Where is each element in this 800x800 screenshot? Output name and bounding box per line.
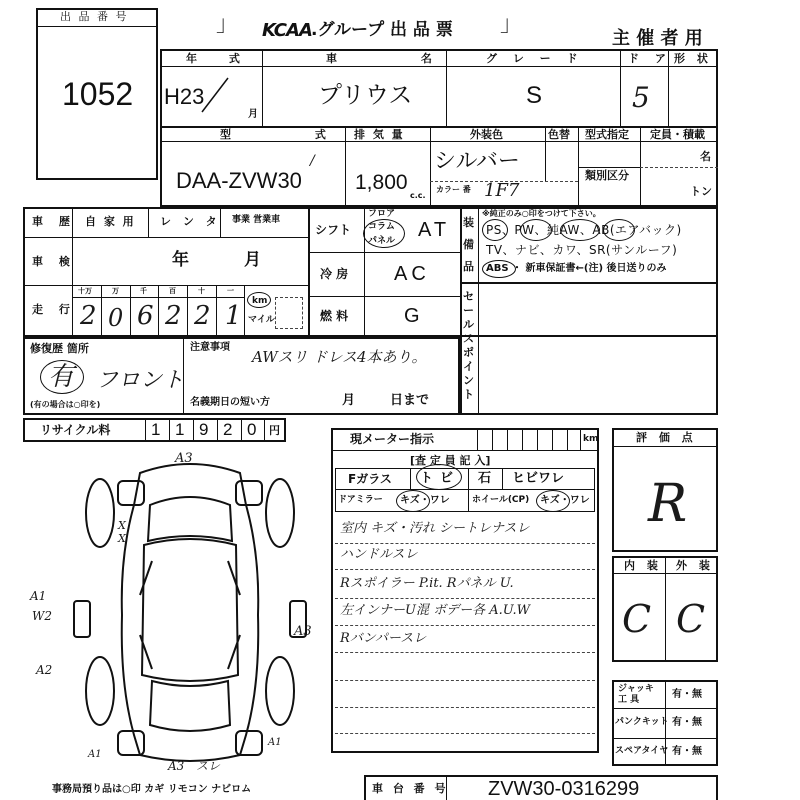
exterior-grade: C (676, 597, 706, 641)
puncture-presence: 有・無 (672, 717, 702, 728)
repair-location: フロント (96, 368, 185, 393)
diagram-mark-x2: X (118, 532, 126, 545)
mileage-unit-10: 十 (198, 287, 205, 295)
private-use-label: 自 家 用 (85, 215, 136, 228)
displacement-value: 1,800 (355, 171, 408, 194)
jack-presence: 有・無 (672, 689, 702, 700)
mirror-options: キズ・ワレ (400, 495, 450, 506)
equipment-line-2: TV、ナビ、カワ、SR(サンルーフ) (486, 243, 678, 257)
mileage-unit-1k: 千 (140, 287, 147, 295)
mileage-digit-5: 2 (194, 301, 211, 331)
model-code: DAA-ZVW30 (176, 168, 302, 193)
ab-circle-mark (603, 219, 635, 241)
brand-logo: KCAA (262, 20, 312, 41)
interior-label: 内 装 (624, 559, 662, 572)
equipment-note: ※純正のみ○印をつけて下さい。 (482, 209, 601, 218)
mileage-digit-1: 2 (80, 301, 97, 331)
diagram-mark-x1: X (118, 519, 126, 532)
sales-point-label: セ ー ル ス ポ イ ン ト (463, 290, 474, 401)
vehicle-name: プリウス (318, 82, 413, 109)
glass-circle-mark (416, 464, 462, 490)
mileage-digit-6: 1 (225, 301, 242, 331)
repair-history-value: 有 (48, 362, 75, 392)
repair-hint: (有の場合は○印を) (30, 400, 101, 409)
year-slash (196, 76, 236, 116)
glass-label: Fガラス (348, 472, 392, 486)
diagram-mark-left-a2: A2 (36, 663, 53, 677)
jack-label: ジャッキ 工 具 (618, 684, 654, 705)
diagram-mark-right-a3: A3 (294, 624, 312, 639)
remark-line-1: 室内 キズ・汚れ シートレナスレ (340, 521, 530, 536)
glass-option-3: 石 (478, 471, 492, 486)
business-label: 事業 営業車 (232, 215, 281, 225)
diagram-mark-front: A3 (175, 451, 193, 466)
meter-label: 現メーター指示 (350, 432, 435, 446)
meter-unit: km (583, 434, 599, 444)
persons-unit: 名 (700, 150, 711, 163)
rental-label: レ ン タ (160, 215, 221, 228)
color-change-label: 色替 (548, 128, 570, 141)
remark-line-3: Rスポイラー P.it. Rパネル U. (340, 576, 514, 591)
car-diagram (60, 445, 320, 775)
equipment-line-1: PS、PW、純AW、AB(エアバック) (486, 223, 682, 237)
doors-label: ド ア (628, 52, 672, 65)
mileage-unit-100: 百 (169, 287, 176, 295)
fuel-value: G (404, 305, 420, 327)
remark-line-2: ハンドルスレ (340, 547, 418, 562)
puncture-kit-label: パンクキット (615, 717, 669, 727)
interior-grade: C (622, 597, 652, 641)
pw-circle-mark (520, 219, 552, 241)
type-label: 型 式 (220, 128, 366, 141)
chassis-number: ZVW30-0316299 (488, 778, 640, 800)
repair-circle-mark (40, 360, 84, 394)
ps-circle-mark (482, 219, 508, 241)
lot-number: 1052 (62, 76, 134, 112)
diagram-mark-rear-scuff: スレ (196, 759, 221, 773)
notes-label: 注意事項 (190, 342, 230, 353)
shift-value: AT (418, 219, 451, 241)
mile-label: マイル (248, 315, 275, 325)
exterior-color: シルバー (434, 148, 520, 173)
exterior-label: 外 装 (676, 559, 714, 572)
mirror-circle-mark (396, 490, 430, 512)
category-label: 類別区分 (585, 169, 629, 182)
recycle-unit: 円 (269, 424, 280, 437)
corner-mark-left: 」 (216, 12, 239, 37)
shift-column: コラム (368, 222, 395, 232)
ac-value: AC (394, 263, 430, 285)
doors-value: 5 (632, 81, 650, 114)
grade-label: グ レ ー ド (486, 52, 584, 65)
km-circle-mark (247, 292, 271, 308)
equipment-line-3: ABS ・ 新車保証書←(注) 後日送りのみ (486, 263, 667, 274)
deadline-label: 名義期日の短い方 (190, 397, 270, 408)
diagram-mark-rear-a3: A3 (168, 759, 185, 773)
deadline-day: 日まで (390, 393, 430, 408)
glass-option-4: ヒビワレ (512, 471, 565, 486)
recycle-digit-5: 0 (247, 420, 257, 439)
recycle-digit-1: 1 (151, 420, 161, 439)
overall-score: R (648, 474, 688, 534)
year-label: 年 式 (186, 52, 254, 65)
diagram-mark-rear-a1b: A1 (268, 737, 282, 748)
model-year: H23 (164, 84, 205, 109)
displacement-label: 排 気 量 (354, 128, 405, 141)
mileage-unit-10k: 万 (112, 287, 119, 295)
capacity-label: 定員・積載 (650, 128, 705, 141)
score-label: 評 価 点 (636, 431, 697, 444)
km-label: km (252, 296, 268, 306)
lot-number-label: 出 品 番 号 (60, 10, 129, 23)
aw-circle-mark (560, 219, 600, 241)
office-items: 事務局預り品は○印 カギ リモコン ナビロム (52, 784, 252, 795)
remark-line-5: Rバンパースレ (340, 631, 427, 646)
corner-mark-right: 」 (500, 12, 523, 37)
repair-history-label: 修復歴 箇所 (30, 342, 89, 355)
spare-presence: 有・無 (672, 746, 702, 757)
remark-line-4: 左インナーU混 ボデー各 A.U.W (340, 603, 530, 618)
fuel-label: 燃 料 (320, 309, 349, 323)
name-label: 車 名 (326, 52, 472, 65)
deadline-month: 月 (342, 393, 356, 408)
wheel-label: ホイール(CP) (472, 495, 530, 505)
glass-option-2: ビ (440, 471, 454, 486)
sheet-title: .グループ 出 品 票 (311, 20, 453, 40)
abs-circle-mark (482, 260, 516, 278)
model-designation-label: 型式指定 (585, 128, 629, 141)
mileage-digit-3: 6 (137, 301, 154, 331)
recycle-digit-2: 1 (175, 420, 185, 439)
cc-unit: c.c. (410, 191, 426, 200)
equipment-section-label: 装 備 品 (463, 216, 474, 273)
ac-label: 冷 房 (320, 267, 349, 281)
recycle-label: リサイクル料 (40, 423, 111, 437)
body-type-label: 形 状 (674, 52, 712, 65)
wheel-circle-mark (536, 490, 570, 512)
mirror-label: ドアミラー (338, 495, 383, 505)
glass-option-1: ト (420, 471, 434, 486)
inspection-year-label: 年 (172, 250, 189, 270)
grade-value: S (526, 82, 543, 109)
mileage-check-box (275, 297, 303, 329)
recycle-digit-3: 9 (199, 420, 209, 439)
recycle-digit-4: 2 (223, 420, 233, 439)
mileage-unit-1: 一 (227, 287, 234, 295)
shift-panel: パネル (368, 236, 396, 246)
mileage-digit-4: 2 (165, 301, 182, 331)
mileage-unit-100k: 十万 (78, 287, 92, 295)
shift-floor: フロア (368, 209, 396, 219)
tons-unit: トン (690, 185, 712, 198)
notes-value: AWスリ ドレス4本あり。 (252, 348, 427, 366)
shift-circle-mark (363, 219, 405, 248)
shift-label: シフト (315, 223, 352, 237)
inspector-title: [査 定 員 記 入] (410, 454, 491, 467)
diagram-mark-left-w2: W2 (32, 609, 52, 623)
color-code-label: カラー 番 (436, 185, 471, 194)
organizer-use-label: 主 催 者 用 (612, 28, 703, 49)
model-code-tick: / (310, 153, 315, 169)
spare-tire-label: スペアタイヤ (615, 746, 669, 756)
month-label: 月 (248, 109, 258, 120)
inspection-month-label: 月 (244, 250, 261, 270)
color-code: 1F7 (484, 180, 520, 201)
vehicle-history-label: 車 歴 (32, 215, 76, 228)
mileage-label: 走 行 (32, 303, 76, 316)
wheel-options: キズ・ワレ (540, 495, 590, 506)
chassis-label: 車 台 番 号 (372, 782, 449, 795)
mileage-digit-2: 0 (108, 304, 124, 332)
diagram-mark-rear-a1: A1 (88, 749, 102, 760)
diagram-mark-left-a1: A1 (30, 589, 47, 603)
inspection-label: 車 検 (32, 255, 76, 268)
exterior-color-label: 外装色 (470, 128, 503, 141)
